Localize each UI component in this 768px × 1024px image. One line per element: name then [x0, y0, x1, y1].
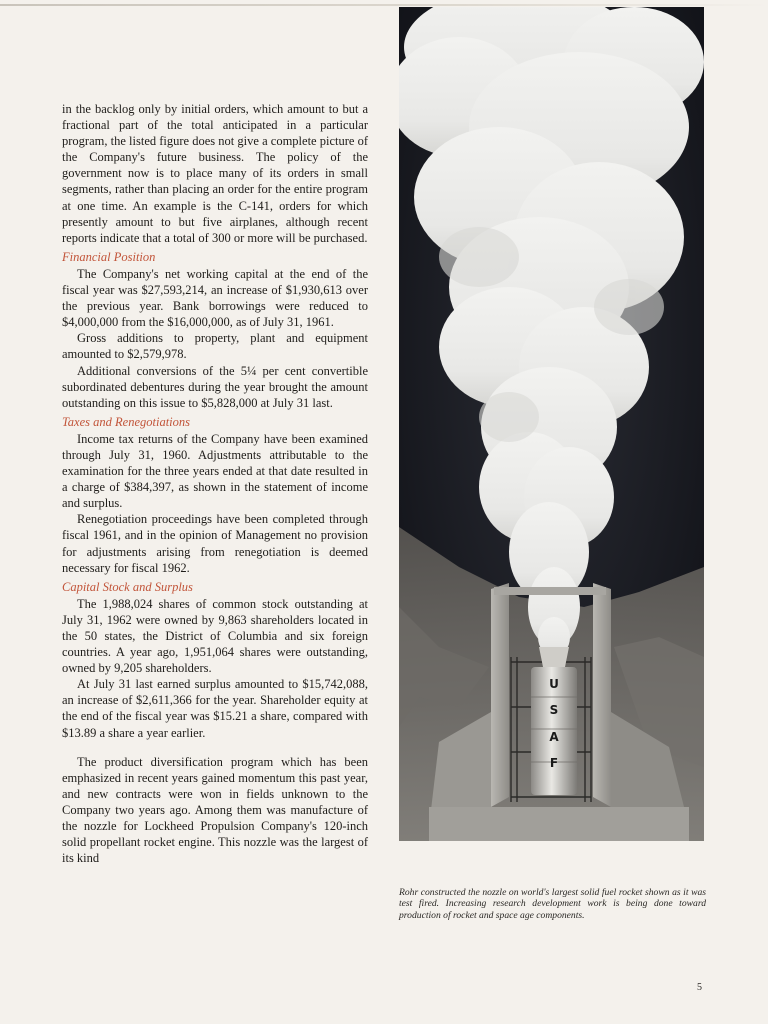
financial-paragraph-3: Additional conversions of the 5¼ per cent convertible subordinated debentures during the year brought the amount outstanding on this issue to $5,828,000 at July 31 last.	[62, 363, 368, 410]
heading-taxes-and-renegotiations: Taxes and Renegotiations	[62, 414, 191, 429]
closing-paragraph: The product diversification program which has been emphasized in recent years gained momentum this past year, and new contracts were won in fields unknown to the Company two years ago. Among them was manufacture of the nozzle for Lockheed Propulsion Company's 120-inch solid propellant rocket engine. This nozzle was the largest of its kind	[62, 754, 368, 866]
taxes-paragraph-2: Renegotiation proceedings have been completed through fiscal 1961, and in the opinion of Management no provision for adjustments arising from renegotiation is deemed necessary for fiscal 1962.	[62, 512, 368, 575]
body-text-column	[62, 101, 368, 866]
rocket-test-photo	[399, 7, 704, 841]
taxes-paragraph-1: Income tax returns of the Company have been examined through July 31, 1960. Adjustments attributable to the examination for the three years ended at that date resulted in a charge of $384,397, as shown in the statement of income and surplus.	[62, 431, 368, 511]
tank-letter-f: F	[549, 756, 559, 770]
capital-paragraph-1: The 1,988,024 shares of common stock outstanding at July 31, 1962 were owned by 9,863 shareholders located in the 50 states, the District of Columbia and six foreign countries. A year ago, 1,951,064 shares were outstanding, owned by 9,205 shareholders.	[62, 596, 368, 676]
page-number: 5	[697, 982, 702, 993]
capital-paragraph-2: At July 31 last earned surplus amounted to $15,742,088, an increase of $2,611,366 for the year. Shareholder equity at the end of the fiscal year was $15.21 a share, compared with $13.89 a share a year earlier.	[62, 677, 368, 740]
heading-financial-position: Financial Position	[62, 249, 156, 264]
financial-paragraph-1: The Company's net working capital at the end of the fiscal year was $27,593,214, an increase of $1,930,613 over the previous year. Bank borrowings were reduced to $4,000,000 from the $16,000,000, as of July 31, 1961.	[62, 266, 368, 330]
tank-letter-s: S	[549, 703, 559, 717]
tank-letter-a: A	[549, 730, 559, 744]
tank-letter-u: U	[549, 677, 559, 691]
heading-capital-stock-and-surplus: Capital Stock and Surplus	[62, 579, 193, 594]
intro-paragraph: in the backlog only by initial orders, which amount to but a fractional part of the total anticipated in a particular program, the listed figure does not give a complete picture of the Company's future business. The policy of the government now is to place many of its orders in small segments, rather than placing an order for the entire program at one time. An example is the C-141, orders for which presently amount to but five airplanes, although recent reports indicate that a total of 300 or more will be purchased.	[62, 102, 368, 245]
top-rule	[0, 4, 768, 6]
financial-paragraph-2: Gross additions to property, plant and equipment amounted to $2,579,978.	[62, 331, 368, 362]
photo-caption: Rohr constructed the nozzle on world's largest solid fuel rocket shown as it was test fired. Increasing research development work is being done toward production of rocket and space age components.	[399, 887, 706, 921]
